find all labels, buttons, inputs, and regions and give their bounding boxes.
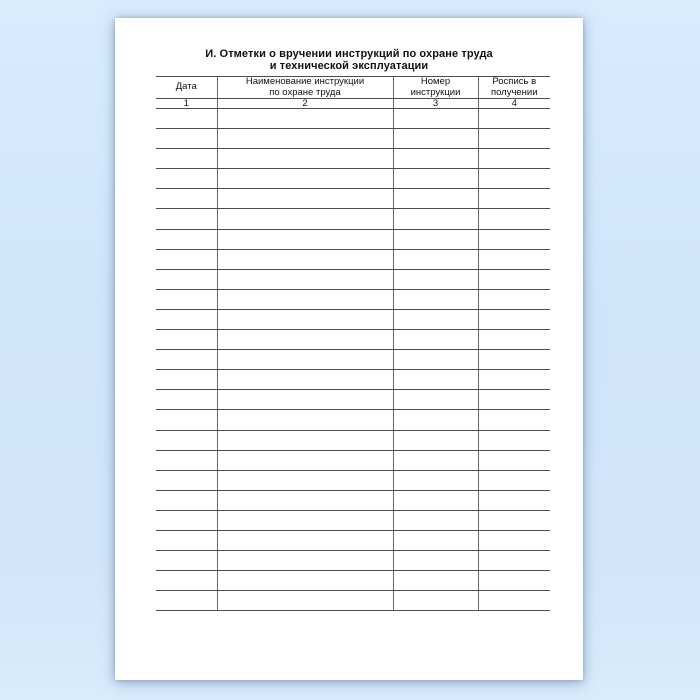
empty-cell	[217, 430, 393, 450]
table-row	[156, 289, 550, 309]
empty-cell	[156, 530, 217, 550]
empty-cell	[478, 390, 550, 410]
empty-cell	[156, 551, 217, 571]
table-row	[156, 209, 550, 229]
empty-cell	[393, 450, 478, 470]
empty-cell	[393, 169, 478, 189]
empty-cell	[478, 309, 550, 329]
column-header-date	[156, 77, 217, 99]
empty-cell	[478, 129, 550, 149]
column-number: 1	[156, 99, 217, 109]
table-row	[156, 530, 550, 550]
empty-cell	[393, 430, 478, 450]
table-row	[156, 330, 550, 350]
empty-cell	[217, 470, 393, 490]
empty-cell	[393, 410, 478, 430]
empty-cell	[156, 169, 217, 189]
page-title	[115, 48, 583, 72]
empty-cell	[217, 490, 393, 510]
table-row	[156, 450, 550, 470]
empty-cell	[478, 249, 550, 269]
empty-cell	[478, 149, 550, 169]
column-header-instruction-name	[217, 77, 393, 99]
column-header-label: Дата	[175, 81, 197, 93]
empty-cell	[217, 410, 393, 430]
empty-cell	[393, 229, 478, 249]
empty-cell	[393, 530, 478, 550]
table-row	[156, 189, 550, 209]
empty-cell	[478, 410, 550, 430]
empty-cell	[393, 370, 478, 390]
empty-cell	[393, 249, 478, 269]
empty-cell	[393, 189, 478, 209]
column-header-instruction-number	[393, 77, 478, 99]
table-row	[156, 149, 550, 169]
empty-cell	[156, 430, 217, 450]
empty-cell	[156, 571, 217, 591]
empty-cell	[478, 551, 550, 571]
empty-cell	[217, 209, 393, 229]
empty-cell	[478, 109, 550, 129]
empty-cell	[478, 571, 550, 591]
table-row	[156, 370, 550, 390]
table-row	[156, 510, 550, 530]
empty-cell	[156, 309, 217, 329]
empty-cell	[217, 249, 393, 269]
empty-cell	[156, 450, 217, 470]
document-page	[115, 18, 583, 680]
empty-cell	[217, 129, 393, 149]
empty-cell	[156, 269, 217, 289]
empty-cell	[478, 229, 550, 249]
table-row	[156, 169, 550, 189]
table-row	[156, 470, 550, 490]
empty-cell	[156, 189, 217, 209]
empty-cell	[393, 591, 478, 611]
column-number: 2	[217, 99, 393, 109]
empty-cell	[478, 169, 550, 189]
table-header-row	[156, 77, 550, 99]
table-row	[156, 109, 550, 129]
empty-cell	[393, 551, 478, 571]
table-row	[156, 249, 550, 269]
empty-cell	[478, 450, 550, 470]
table-row	[156, 571, 550, 591]
empty-cell	[217, 350, 393, 370]
table-row	[156, 129, 550, 149]
empty-cell	[478, 591, 550, 611]
empty-cell	[393, 109, 478, 129]
empty-cell	[156, 390, 217, 410]
empty-cell	[393, 470, 478, 490]
empty-cell	[156, 330, 217, 350]
empty-cell	[478, 510, 550, 530]
page-title-line-2: и технической эксплуатации	[269, 60, 429, 72]
empty-cell	[393, 330, 478, 350]
empty-cell	[217, 571, 393, 591]
empty-cell	[156, 109, 217, 129]
empty-cell	[478, 269, 550, 289]
empty-cell	[156, 209, 217, 229]
empty-cell	[156, 350, 217, 370]
empty-cell	[156, 591, 217, 611]
empty-cell	[217, 530, 393, 550]
empty-cell	[478, 490, 550, 510]
column-numbers-row	[156, 99, 550, 109]
table-row	[156, 350, 550, 370]
column-header-label: по охране труда	[269, 86, 341, 98]
page-title-line-1: И. Отметки о вручении инструкций по охране труда	[205, 48, 493, 60]
column-header-label: Номер	[420, 76, 451, 87]
empty-cell	[478, 350, 550, 370]
empty-cell	[393, 149, 478, 169]
table-row	[156, 390, 550, 410]
table-row	[156, 229, 550, 249]
empty-cell	[156, 510, 217, 530]
table-row	[156, 269, 550, 289]
empty-cell	[393, 129, 478, 149]
empty-cell	[217, 269, 393, 289]
empty-cell	[478, 189, 550, 209]
empty-cell	[393, 390, 478, 410]
empty-cell	[217, 229, 393, 249]
table-row	[156, 591, 550, 611]
empty-cell	[156, 289, 217, 309]
empty-cell	[478, 289, 550, 309]
empty-cell	[478, 470, 550, 490]
empty-cell	[217, 169, 393, 189]
column-header-label: получении	[490, 86, 538, 98]
empty-cell	[156, 410, 217, 430]
column-header-signature	[478, 77, 550, 99]
empty-cell	[478, 370, 550, 390]
empty-cell	[156, 129, 217, 149]
table-row	[156, 551, 550, 571]
empty-cell	[393, 269, 478, 289]
empty-cell	[156, 149, 217, 169]
empty-cell	[217, 551, 393, 571]
empty-cell	[393, 510, 478, 530]
column-header-label: Роспись в	[492, 76, 537, 87]
empty-cell	[393, 350, 478, 370]
column-number: 3	[393, 99, 478, 109]
table-row	[156, 430, 550, 450]
empty-cell	[393, 209, 478, 229]
table-row	[156, 490, 550, 510]
empty-cell	[393, 309, 478, 329]
empty-cell	[478, 530, 550, 550]
empty-cell	[217, 109, 393, 129]
empty-cell	[156, 249, 217, 269]
empty-cell	[156, 229, 217, 249]
empty-cell	[478, 209, 550, 229]
empty-cell	[156, 470, 217, 490]
empty-cell	[217, 390, 393, 410]
empty-cell	[217, 591, 393, 611]
empty-cell	[217, 370, 393, 390]
instructions-table	[156, 76, 550, 611]
empty-cell	[217, 330, 393, 350]
empty-cell	[217, 450, 393, 470]
column-number: 4	[478, 99, 550, 109]
empty-cell	[393, 289, 478, 309]
empty-cell	[217, 149, 393, 169]
empty-cell	[393, 571, 478, 591]
empty-cell	[217, 309, 393, 329]
empty-cell	[393, 490, 478, 510]
empty-cell	[217, 189, 393, 209]
empty-cell	[156, 490, 217, 510]
empty-cell	[478, 430, 550, 450]
column-header-label: инструкции	[410, 86, 461, 98]
table-row	[156, 309, 550, 329]
empty-cell	[156, 370, 217, 390]
empty-cell	[478, 330, 550, 350]
empty-cell	[217, 289, 393, 309]
column-header-label: Наименование инструкции	[245, 76, 365, 87]
table-row	[156, 410, 550, 430]
empty-cell	[217, 510, 393, 530]
